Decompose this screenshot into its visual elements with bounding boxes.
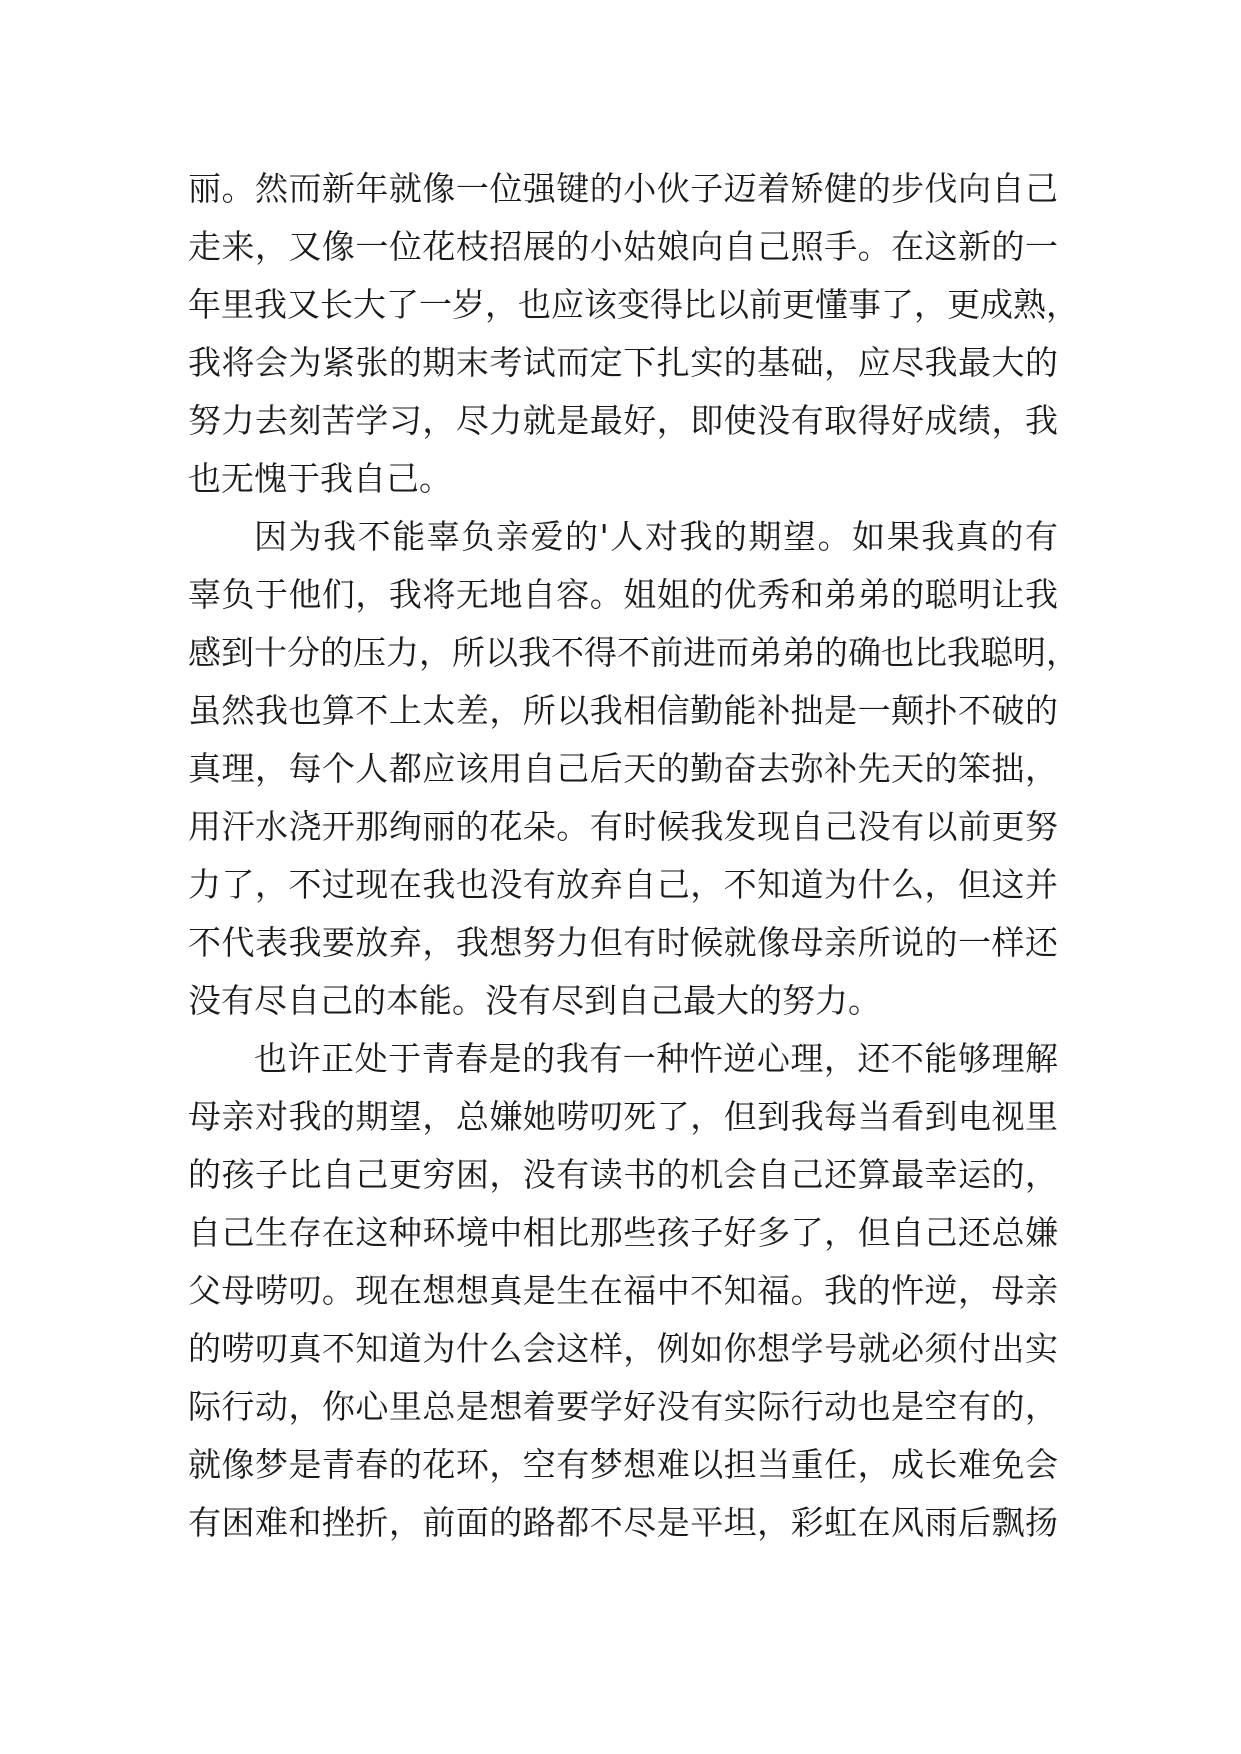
- text-line: 自己生存在这种环境中相比那些孩子好多了，但自己还总嫌: [188, 1213, 1058, 1252]
- text-line: 就像梦是青春的花环，空有梦想难以担当重任，成长难免会: [188, 1445, 1058, 1484]
- text-line: 虽然我也算不上太差，所以我相信勤能补拙是一颠扑不破的: [188, 691, 1058, 730]
- text-line: 用汗水浇开那绚丽的花朵。有时候我发现自己没有以前更努: [188, 807, 1058, 846]
- text-line: 走来，又像一位花枝招展的小姑娘向自己照手。在这新的一: [188, 227, 1058, 266]
- text-line: 丽。然而新年就像一位强键的小伙子迈着矫健的步伐向自己: [188, 169, 1058, 208]
- text-line: 我将会为紧张的期末考试而定下扎实的基础，应尽我最大的: [188, 343, 1058, 382]
- text-line: 力了，不过现在我也没有放弃自己，不知道为什么，但这并: [188, 865, 1058, 904]
- text-line: 的唠叨真不知道为什么会这样，例如你想学号就必须付出实: [188, 1329, 1058, 1368]
- text-line: 没有尽自己的本能。没有尽到自己最大的努力。: [188, 981, 881, 1020]
- paragraph-first-line: 也许正处于青春是的我有一种忤逆心理，还不能够理解: [254, 1039, 1058, 1078]
- text-line: 的孩子比自己更穷困，没有读书的机会自己还算最幸运的，: [188, 1155, 1058, 1194]
- text-line: 不代表我要放弃，我想努力但有时候就像母亲所说的一样还: [188, 923, 1058, 962]
- paragraph-first-line: 因为我不能辜负亲爱的'人对我的期望。如果我真的有: [254, 517, 1058, 556]
- text-line: 感到十分的压力，所以我不得不前进而弟弟的确也比我聪明，: [188, 633, 1079, 672]
- text-line: 也无愧于我自己。: [188, 459, 452, 498]
- text-line: 母亲对我的期望，总嫌她唠叨死了，但到我每当看到电视里: [188, 1097, 1058, 1136]
- text-line: 真理，每个人都应该用自己后天的勤奋去弥补先天的笨拙，: [188, 749, 1058, 788]
- text-line: 年里我又长大了一岁，也应该变得比以前更懂事了，更成熟，: [188, 285, 1079, 324]
- text-line: 努力去刻苦学习，尽力就是最好，即使没有取得好成绩，我: [188, 401, 1058, 440]
- text-line: 有困难和挫折，前面的路都不尽是平坦，彩虹在风雨后飘扬: [188, 1503, 1058, 1542]
- text-line: 辜负于他们，我将无地自容。姐姐的优秀和弟弟的聪明让我: [188, 575, 1058, 614]
- document-body: [188, 160, 1079, 1552]
- text-line: 父母唠叨。现在想想真是生在福中不知福。我的忤逆，母亲: [188, 1271, 1058, 1310]
- text-line: 际行动，你心里总是想着要学好没有实际行动也是空有的，: [188, 1387, 1058, 1426]
